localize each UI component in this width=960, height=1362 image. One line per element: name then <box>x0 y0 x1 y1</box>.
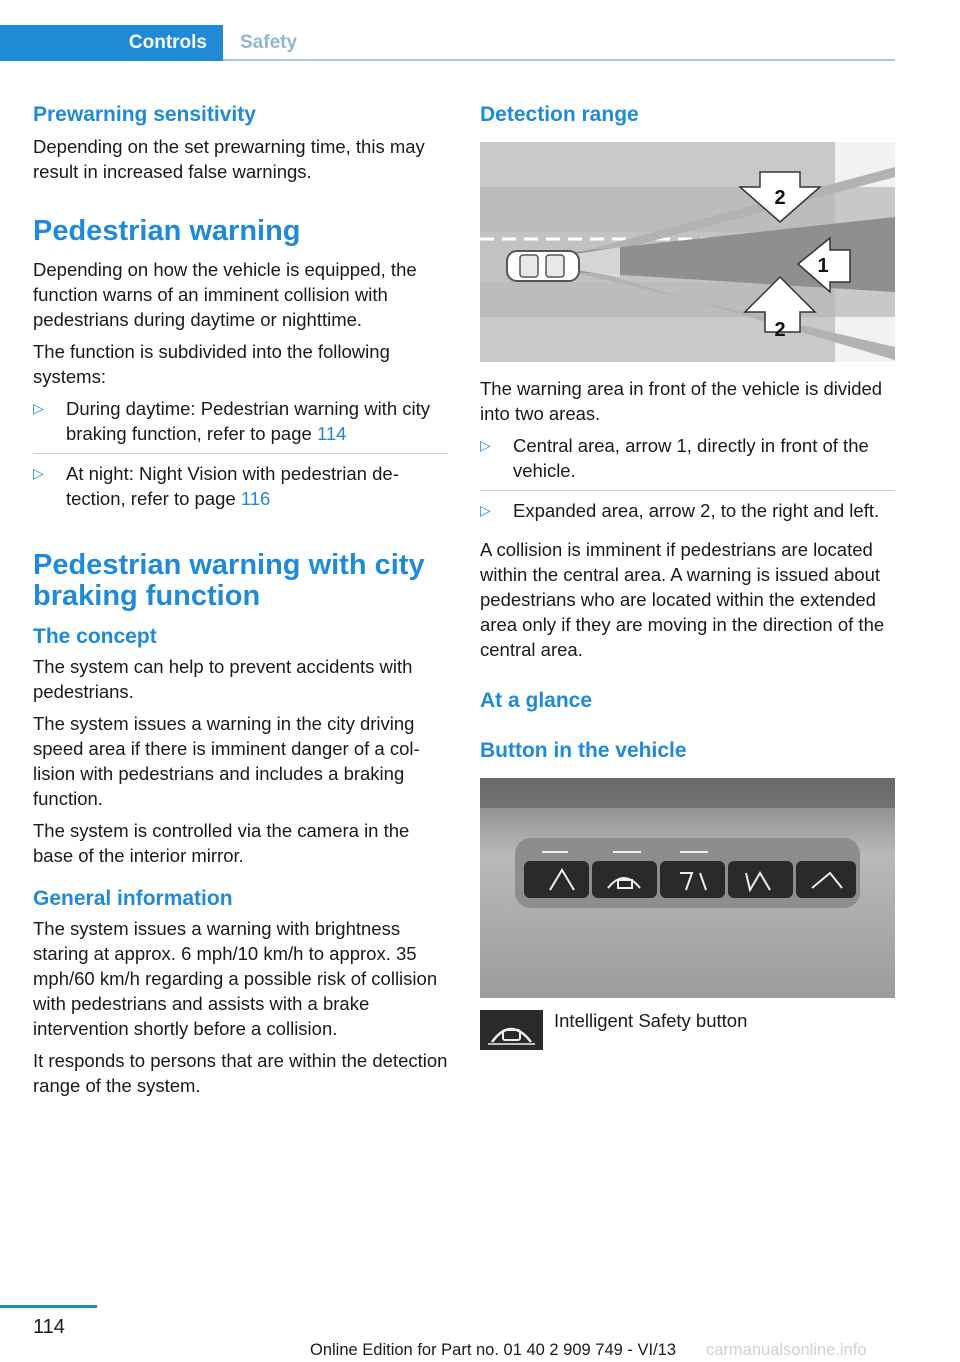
list-item <box>480 498 895 530</box>
general-info-heading: General information <box>33 887 233 910</box>
concept-text-1: The system can help to prevent accidents with pedestrians. <box>33 656 413 702</box>
triangle-bullet-icon: ▷ <box>33 400 44 416</box>
list-item <box>33 396 448 454</box>
header-divider <box>223 59 895 61</box>
prewarning-text: Depending on the set prewarning time, this may result in increased false warnings. <box>33 136 425 182</box>
button-in-vehicle-heading: Button in the vehicle <box>480 739 687 762</box>
arrow-label-2-bottom: 2 <box>774 319 786 341</box>
pedestrian-text-1: Depending on how the vehicle is equipped, the function warns of an imminent collision with pedestrians during daytime or nighttime. <box>33 259 417 330</box>
page-link-114[interactable]: 114 <box>316 423 347 444</box>
edition-text: Online Edition for Part no. 01 40 2 909 749 - VI/13 <box>310 1341 676 1359</box>
pedestrian-heading: Pedestrian warning <box>33 215 301 247</box>
prewarning-heading: Prewarning sensitivity <box>33 103 256 126</box>
tab-safety[interactable]: Safety <box>240 32 298 53</box>
intelligent-safety-button-icon <box>480 1010 543 1050</box>
triangle-bullet-icon: ▷ <box>480 502 491 518</box>
triangle-bullet-icon: ▷ <box>33 465 44 481</box>
page-number: 114 <box>33 1316 65 1338</box>
intelligent-safety-row <box>480 1010 895 1062</box>
right-column <box>480 100 895 1062</box>
arrow-label-1: 1 <box>817 255 829 277</box>
collision-text: A collision is imminent if pedestrians are located within the central area. A warning is issued about pedestrians who are located within the extended area only if they are moving in the direction of the central area. <box>480 539 885 660</box>
detection-range-heading: Detection range <box>480 103 639 126</box>
bullet-text: Central area, arrow 1, directly in front of the vehicle. <box>513 435 869 481</box>
concept-text-3: The system is controlled via the camera in the base of the interior mirror. <box>33 820 410 866</box>
tab-controls[interactable]: Controls <box>0 25 223 61</box>
concept-text-2: The system issues a warning in the city driving speed area if there is imminent danger of a collision with pedestrians and includes a braking function. <box>33 713 420 809</box>
bullet-text: During daytime: Pedestrian warning with city braking function, refer to page <box>66 398 430 444</box>
city-braking-heading: Pedestrian warning with city braking function <box>33 549 425 612</box>
bullet-text: At night: Night Vision with pedestrian detection, refer to page <box>66 463 399 509</box>
button-panel-photo <box>480 778 895 998</box>
header-bar <box>0 25 895 61</box>
detection-areas-list <box>480 433 895 530</box>
page-link-116[interactable]: 116 <box>240 488 271 509</box>
at-a-glance-heading: At a glance <box>480 689 593 712</box>
detection-range-diagram <box>480 142 895 362</box>
detection-text: The warning area in front of the vehicle is divided into two areas. <box>480 378 883 424</box>
left-column <box>33 100 448 1105</box>
bullet-text: Expanded area, arrow 2, to the right and left. <box>513 500 880 521</box>
triangle-bullet-icon: ▷ <box>480 437 491 453</box>
list-item <box>33 461 448 518</box>
list-item <box>480 433 895 491</box>
footer-accent-line <box>0 1305 97 1308</box>
intelligent-safety-caption: Intelligent Safety button <box>554 1010 748 1031</box>
general-text-2: It responds to persons that are within the detection range of the system. <box>33 1050 448 1096</box>
watermark: carmanualsonline.info <box>706 1341 867 1359</box>
concept-heading: The concept <box>33 625 157 648</box>
pedestrian-systems-list <box>33 396 448 518</box>
pedestrian-text-2: The function is subdivided into the following systems: <box>33 341 390 387</box>
arrow-label-2-top: 2 <box>774 187 786 209</box>
general-text-1: The system issues a warning with brightness staring at approx. 6 mph/10 km/h to approx. 35 mph/60 km/h regarding a possible risk of collision with pedestrians and assists with a brake intervention shortly before a collision. <box>33 918 438 1039</box>
